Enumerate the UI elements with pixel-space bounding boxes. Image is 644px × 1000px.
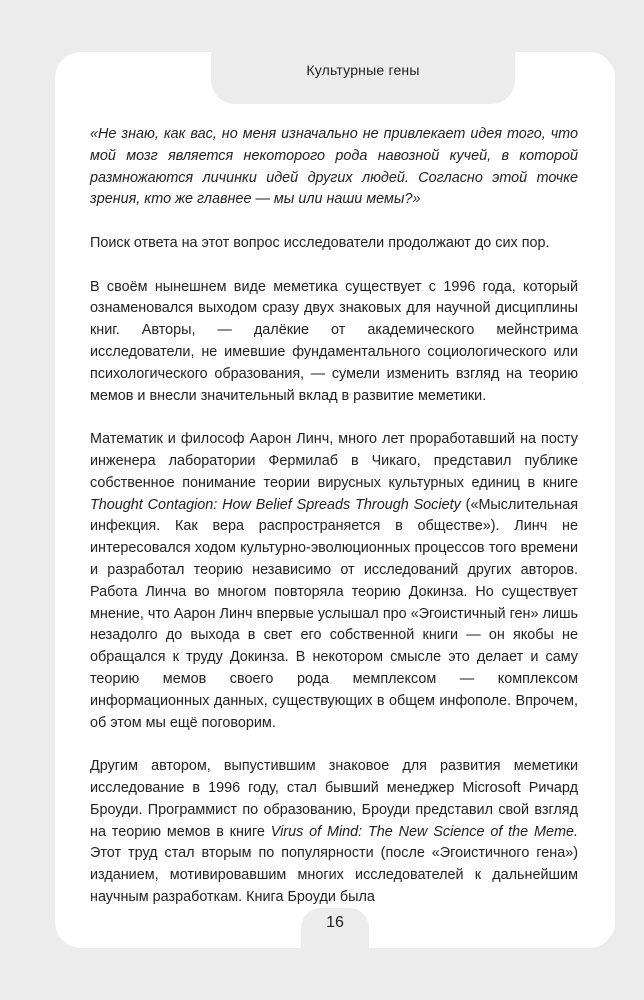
- page-number-tab: [301, 908, 369, 948]
- paragraph-text: Этот труд стал вторым по популярности (после «Эгоистичного гена») изданием, мотивировавшим многих исследователей к дальнейшим научным разработкам. Книга Броуди была: [90, 845, 578, 905]
- book-title: Virus of Mind: The New Science of the Meme.: [270, 823, 578, 840]
- book-page: [55, 52, 615, 948]
- paragraph: [90, 429, 578, 734]
- book-title: Thought Contagion: How Belief Spreads Through Society: [90, 496, 461, 513]
- paragraph: В своём нынешнем виде меметика существует с 1996 года, который ознаменовался выходом сразу двух знаковых для научной дисциплины книг. Авторы, — далёкие от академического мейнстрима исследователи, не имевшие фундаментального социологического или психологического образования, — сумели изменить взгляд на теорию мемов и внесли значительный вклад в развитие меметики.: [90, 278, 578, 404]
- running-header: [211, 52, 515, 104]
- paragraph-text: Математик и философ Аарон Линч, много лет проработавший на посту инженера лаборатории Фермилаб в Чикаго, представил публике собственное понимание теории вирусных культурных единиц в книге: [90, 431, 578, 491]
- paragraph-text: Другим автором, выпустившим знаковое для развития меметики исследование в 1996 году, стал бывший менеджер Microsoft Ричард Броуди. Программист по образованию, Броуди представил свой взгляд на теорию мемов в книге: [90, 758, 578, 840]
- paragraph: Поиск ответа на этот вопрос исследователи продолжают до сих пор.: [90, 234, 550, 251]
- page-body: [90, 124, 578, 909]
- chapter-title: Культурные гены: [306, 62, 420, 78]
- quote-paragraph: «Не знаю, как вас, но меня изначально не привлекает идея того, что мой мозг является некоторого рода навозной кучей, в которой размножаются личинки идей других людей. Согласно этой точке зрения, кто же главнее — мы или наши мемы?»: [90, 126, 578, 208]
- page-number: 16: [326, 914, 344, 931]
- paragraph-text: («Мыслительная инфекция. Как вера распространяется в обществе»). Линч не интересовался ходом культурно-эволюционных процессов того времени и разработал теорию независимо от исследований других авторов. Работа Линча во многом повторяла теорию Докинза. Но существует мнение, что Аарон Линч впервые услышал про «Эгоистичный ген» лишь незадолго до выхода в свет его собственной книги — он якобы не обращался к труду Докинза. В некотором смысле это делает и саму теорию мемов своего рода мемплексом — комплексом информационных данных, существующих в общем инфополе. Впрочем, об этом мы ещё поговорим.: [90, 496, 578, 731]
- paragraph: [90, 756, 578, 909]
